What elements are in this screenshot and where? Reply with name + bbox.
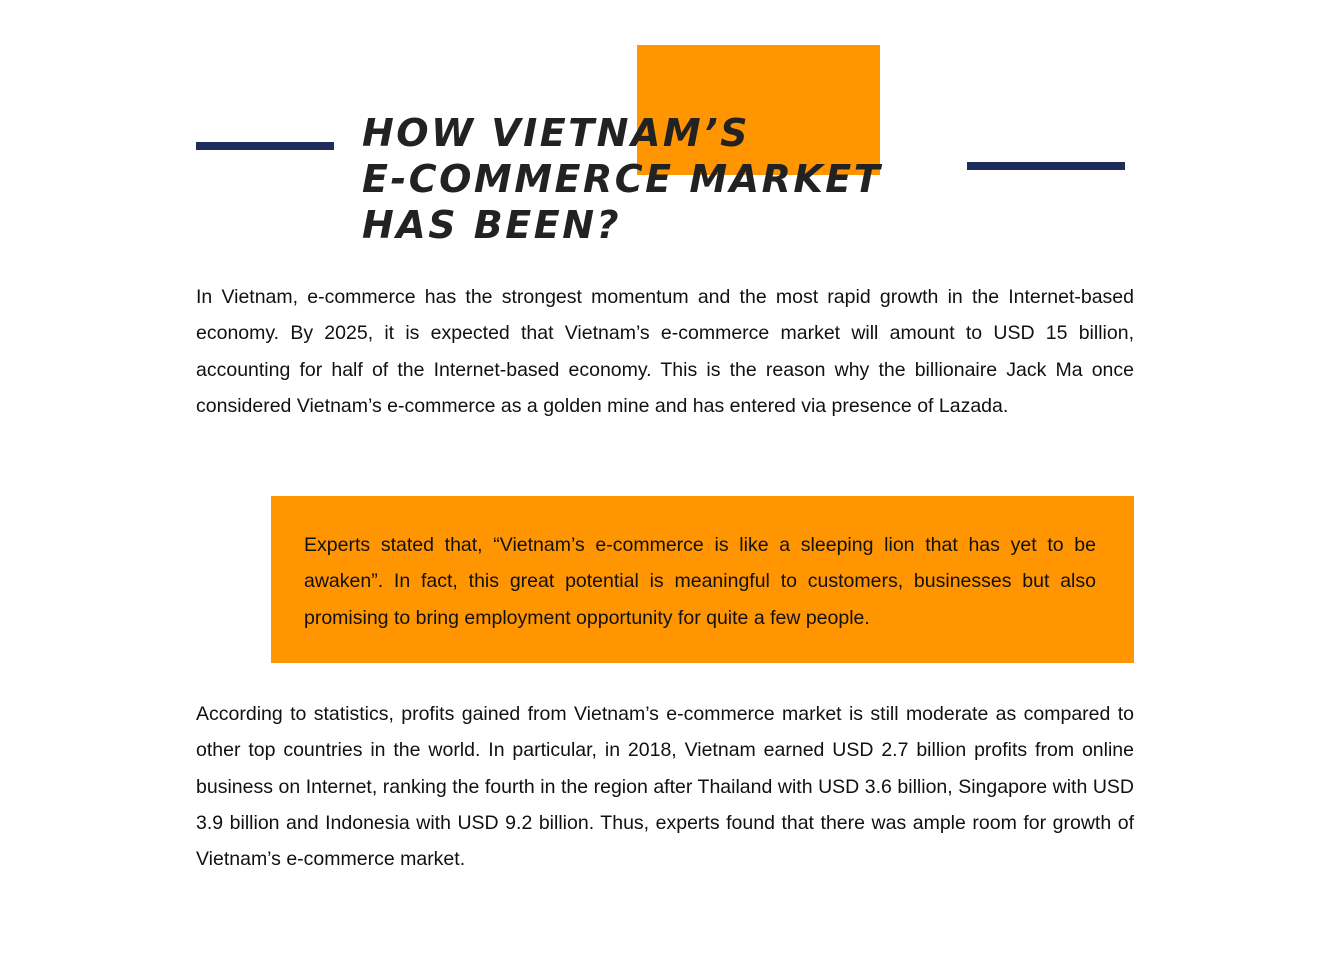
quote-callout — [271, 496, 1134, 663]
title-line-2: E-COMMERCE MARKET — [362, 157, 883, 201]
title-line-1: HOW VIETNAM’S — [362, 111, 751, 155]
title-line-3: HAS BEEN? — [362, 203, 622, 247]
statistics-paragraph: According to statistics, profits gained from Vietnam’s e-commerce market is still moderate as compared to other top countries in the world. In particular, in 2018, Vietnam earned USD 2.7 billion profits from online business on Internet, ranking the fourth in the region after Thailand with USD 3.6 billion, Singapore with USD 3.9 billion and Indonesia with USD 9.2 billion. Thus, experts found that there was ample room for growth of Vietnam’s e-commerce market. — [196, 703, 1134, 871]
page-title — [362, 110, 882, 248]
intro-paragraph: In Vietnam, e-commerce has the strongest momentum and the most rapid growth in the Internet-based economy. By 2025, it is expected that Vietnam’s e-commerce market will amount to USD 15 billion, accounting for half of the Internet-based economy. This is the reason why the billionaire Jack Ma once considered Vietnam’s e-commerce as a golden mine and has entered via presence of Lazada. — [196, 286, 1134, 417]
left-divider-line — [196, 142, 334, 150]
right-divider-line — [967, 162, 1125, 170]
quote-text: Experts stated that, “Vietnam’s e-commerce is like a sleeping lion that has yet to be awaken”. In fact, this great potential is meaningful to customers, businesses but also promising to bring employment opportunity for quite a few people. — [304, 534, 1096, 629]
